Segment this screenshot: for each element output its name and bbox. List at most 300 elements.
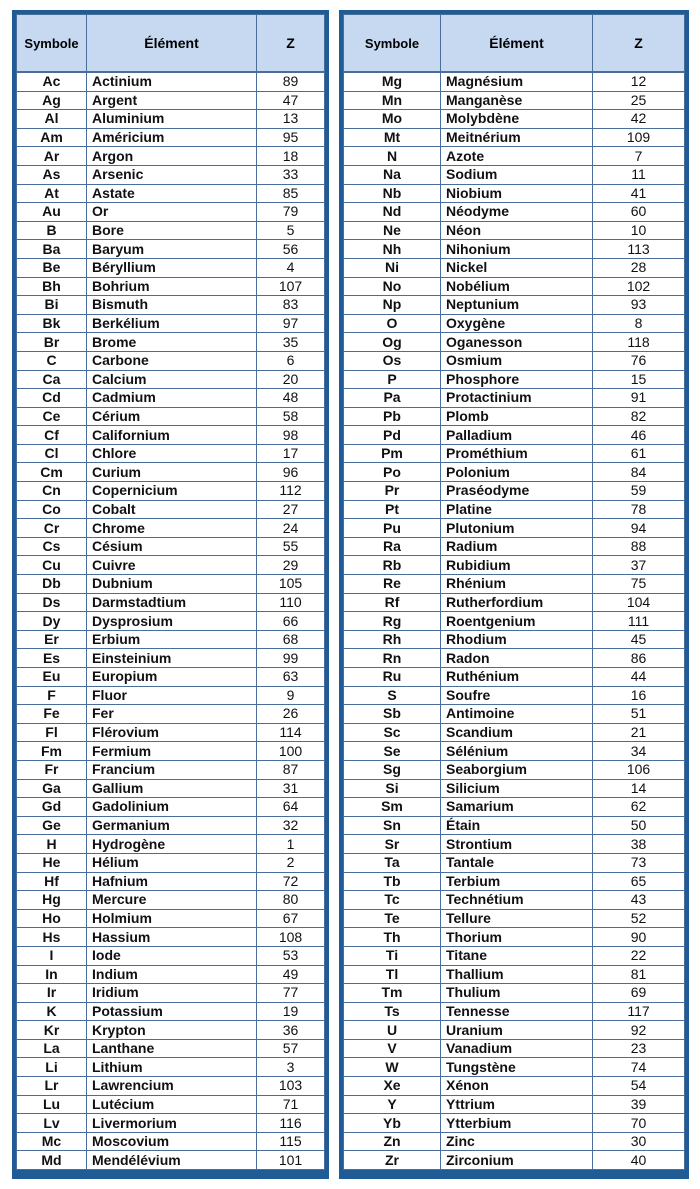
table-row [344,853,685,872]
element-symbol: Cd [17,389,87,408]
element-symbol: Po [344,463,441,482]
element-symbol: Db [17,575,87,594]
table-row [344,723,685,742]
table-row [17,686,325,705]
table-row [17,984,325,1003]
atomic-number: 48 [257,389,325,408]
atomic-number: 15 [593,370,685,389]
table-row [344,147,685,166]
element-symbol: Tl [344,965,441,984]
atomic-number: 41 [593,184,685,203]
element-symbol: Ba [17,240,87,259]
element-name: Antimoine [441,705,593,724]
atomic-number: 103 [257,1077,325,1096]
element-symbol: Co [17,500,87,519]
atomic-number: 74 [593,1058,685,1077]
atomic-number: 43 [593,891,685,910]
table-row [344,630,685,649]
element-symbol: Ds [17,593,87,612]
element-name: Or [87,203,257,222]
table-row [17,1058,325,1077]
table-row [17,1077,325,1096]
element-name: Flérovium [87,723,257,742]
element-symbol: Cr [17,519,87,538]
table-row [17,277,325,296]
element-symbol: Tm [344,984,441,1003]
atomic-number: 34 [593,742,685,761]
element-symbol: Sn [344,816,441,835]
atomic-number: 90 [593,928,685,947]
element-name: Roentgenium [441,612,593,631]
element-symbol: Os [344,351,441,370]
element-name: Magnésium [441,72,593,91]
atomic-number: 49 [257,965,325,984]
element-symbol: Fr [17,760,87,779]
element-name: Darmstadtium [87,593,257,612]
element-name: Terbium [441,872,593,891]
table-row [17,798,325,817]
table-row [344,798,685,817]
element-symbol: Cu [17,556,87,575]
atomic-number: 57 [257,1039,325,1058]
element-symbol: Sm [344,798,441,817]
atomic-number: 51 [593,705,685,724]
table-row [344,779,685,798]
element-name: Béryllium [87,258,257,277]
element-symbol: H [17,835,87,854]
table-row [17,1114,325,1133]
table-row [17,835,325,854]
element-symbol: Rf [344,593,441,612]
z-header: Z [257,15,325,73]
element-symbol: No [344,277,441,296]
table-row [17,705,325,724]
atomic-number: 11 [593,165,685,184]
table-row [17,779,325,798]
atomic-number: 56 [257,240,325,259]
atomic-number: 21 [593,723,685,742]
element-symbol: Md [17,1151,87,1170]
table-row [344,984,685,1003]
atomic-number: 99 [257,649,325,668]
atomic-number: 81 [593,965,685,984]
element-symbol: Si [344,779,441,798]
header-row [17,15,325,73]
table-row [17,723,325,742]
element-symbol: O [344,314,441,333]
element-name: Thallium [441,965,593,984]
table-row [344,519,685,538]
element-name: Fluor [87,686,257,705]
table-row [344,203,685,222]
element-symbol: Dy [17,612,87,631]
element-name: Praséodyme [441,482,593,501]
element-symbol: Nb [344,184,441,203]
elements-table-left [16,14,325,1170]
atomic-number: 24 [257,519,325,538]
element-symbol: Ni [344,258,441,277]
element-symbol: Cs [17,537,87,556]
element-symbol: I [17,946,87,965]
atomic-number: 73 [593,853,685,872]
element-symbol: Li [17,1058,87,1077]
element-name: Cuivre [87,556,257,575]
element-symbol: Mc [17,1132,87,1151]
atomic-number: 100 [257,742,325,761]
table-row [17,426,325,445]
atomic-number: 113 [593,240,685,259]
atomic-number: 98 [257,426,325,445]
element-name: Thorium [441,928,593,947]
element-symbol: Ar [17,147,87,166]
element-name: Bore [87,221,257,240]
element-symbol: Xe [344,1077,441,1096]
atomic-number: 96 [257,463,325,482]
header-row [344,15,685,73]
element-name: Iode [87,946,257,965]
element-name: Technétium [441,891,593,910]
element-name: Moscovium [87,1132,257,1151]
element-symbol: Bh [17,277,87,296]
atomic-number: 72 [257,872,325,891]
element-symbol: Nh [344,240,441,259]
element-name: Cobalt [87,500,257,519]
element-name: Titane [441,946,593,965]
atomic-number: 29 [257,556,325,575]
table-row [17,928,325,947]
element-symbol: C [17,351,87,370]
table-row [17,314,325,333]
table-row [344,482,685,501]
table-row [17,872,325,891]
atomic-number: 28 [593,258,685,277]
element-name: Hélium [87,853,257,872]
atomic-number: 38 [593,835,685,854]
atomic-number: 46 [593,426,685,445]
left-table-panel [12,10,329,1179]
element-name: Arsenic [87,165,257,184]
element-name: Tantale [441,853,593,872]
table-row [344,742,685,761]
element-name: Hassium [87,928,257,947]
atomic-number: 27 [257,500,325,519]
element-name: Lutécium [87,1095,257,1114]
element-name: Chrome [87,519,257,538]
element-symbol: Og [344,333,441,352]
atomic-number: 97 [257,314,325,333]
element-symbol: Ag [17,91,87,110]
element-name: Plutonium [441,519,593,538]
element-name: Californium [87,426,257,445]
element-name: Calcium [87,370,257,389]
element-name: Iridium [87,984,257,1003]
table-row [344,649,685,668]
element-name: Curium [87,463,257,482]
atomic-number: 71 [257,1095,325,1114]
element-name: Mercure [87,891,257,910]
atomic-number: 114 [257,723,325,742]
table-row [17,1039,325,1058]
element-name: Meitnérium [441,128,593,147]
atomic-number: 52 [593,909,685,928]
element-symbol: N [344,147,441,166]
element-symbol: Ti [344,946,441,965]
atomic-number: 54 [593,1077,685,1096]
table-row [17,519,325,538]
atomic-number: 61 [593,444,685,463]
element-name: Césium [87,537,257,556]
element-name: Fermium [87,742,257,761]
atomic-number: 9 [257,686,325,705]
table-row [17,500,325,519]
element-name: Rhodium [441,630,593,649]
atomic-number: 83 [257,296,325,315]
table-row [17,147,325,166]
element-symbol: In [17,965,87,984]
table-row [17,482,325,501]
table-row [344,556,685,575]
element-name: Astate [87,184,257,203]
element-name: Erbium [87,630,257,649]
atomic-number: 88 [593,537,685,556]
table-row [344,1021,685,1040]
atomic-number: 91 [593,389,685,408]
atomic-number: 2 [257,853,325,872]
table-row [344,277,685,296]
atomic-number: 55 [257,537,325,556]
atomic-number: 14 [593,779,685,798]
element-name: Cadmium [87,389,257,408]
atomic-number: 78 [593,500,685,519]
table-row [344,946,685,965]
element-name: Polonium [441,463,593,482]
atomic-number: 116 [257,1114,325,1133]
table-row [344,72,685,91]
element-symbol: Bk [17,314,87,333]
element-name: Aluminium [87,110,257,129]
element-name: Lithium [87,1058,257,1077]
atomic-number: 95 [257,128,325,147]
element-name: Krypton [87,1021,257,1040]
table-row [344,668,685,687]
element-symbol: Ge [17,816,87,835]
table-row [344,872,685,891]
element-symbol: S [344,686,441,705]
element-name: Tungstène [441,1058,593,1077]
element-symbol: Ra [344,537,441,556]
table-row [17,351,325,370]
atomic-number: 8 [593,314,685,333]
atomic-number: 77 [257,984,325,1003]
element-symbol: Ce [17,407,87,426]
table-row [17,1151,325,1170]
element-symbol: Lr [17,1077,87,1096]
atomic-number: 22 [593,946,685,965]
element-symbol: Pd [344,426,441,445]
table-row [17,593,325,612]
element-symbol: Pu [344,519,441,538]
element-name: Cérium [87,407,257,426]
atomic-number: 12 [593,72,685,91]
element-name: Actinium [87,72,257,91]
table-row [344,1114,685,1133]
table-row [17,110,325,129]
atomic-number: 10 [593,221,685,240]
elements-table-right [343,14,685,1170]
table-row [17,203,325,222]
table-row [344,370,685,389]
table-row [344,1095,685,1114]
table-row [344,91,685,110]
element-name: Radon [441,649,593,668]
atomic-number: 60 [593,203,685,222]
element-name: Copernicium [87,482,257,501]
table-body-right [344,72,685,1170]
atomic-number: 59 [593,482,685,501]
atomic-number: 118 [593,333,685,352]
table-row [344,891,685,910]
atomic-number: 3 [257,1058,325,1077]
element-symbol: K [17,1002,87,1021]
element-name: Lanthane [87,1039,257,1058]
element-symbol: Lv [17,1114,87,1133]
element-symbol: Th [344,928,441,947]
table-row [17,946,325,965]
element-name: Oganesson [441,333,593,352]
element-name: Indium [87,965,257,984]
atomic-number: 82 [593,407,685,426]
element-symbol: Ac [17,72,87,91]
table-row [17,649,325,668]
atomic-number: 40 [593,1151,685,1170]
element-name: Xénon [441,1077,593,1096]
element-symbol: He [17,853,87,872]
element-name: Hafnium [87,872,257,891]
element-symbol: Lu [17,1095,87,1114]
table-row [344,1039,685,1058]
element-name: Gallium [87,779,257,798]
atomic-number: 4 [257,258,325,277]
element-symbol: Fl [17,723,87,742]
table-row [344,965,685,984]
table-row [344,463,685,482]
element-symbol: W [344,1058,441,1077]
element-name: Zinc [441,1132,593,1151]
element-name: Nihonium [441,240,593,259]
element-name: Manganèse [441,91,593,110]
atomic-number: 104 [593,593,685,612]
table-row [17,72,325,91]
element-symbol: Na [344,165,441,184]
atomic-number: 50 [593,816,685,835]
element-name: Ruthénium [441,668,593,687]
table-row [344,1058,685,1077]
atomic-number: 7 [593,147,685,166]
element-name: Carbone [87,351,257,370]
table-row [344,165,685,184]
z-header: Z [593,15,685,73]
table-row [17,1095,325,1114]
atomic-number: 16 [593,686,685,705]
atomic-number: 80 [257,891,325,910]
element-symbol: Ir [17,984,87,1003]
table-row [17,909,325,928]
element-symbol: Sr [344,835,441,854]
element-symbol: Zn [344,1132,441,1151]
element-name: Néon [441,221,593,240]
element-name: Oxygène [441,314,593,333]
element-symbol: Zr [344,1151,441,1170]
element-symbol: Ho [17,909,87,928]
element-symbol: Rg [344,612,441,631]
atomic-number: 92 [593,1021,685,1040]
element-symbol: Tb [344,872,441,891]
atomic-number: 19 [257,1002,325,1021]
element-name: Argon [87,147,257,166]
table-row [344,705,685,724]
atomic-number: 105 [257,575,325,594]
atomic-number: 44 [593,668,685,687]
element-header: Élément [87,15,257,73]
element-name: Gadolinium [87,798,257,817]
table-row [17,575,325,594]
table-row [17,258,325,277]
element-name: Niobium [441,184,593,203]
element-name: Fer [87,705,257,724]
table-row [344,407,685,426]
element-name: Rubidium [441,556,593,575]
element-symbol: Np [344,296,441,315]
atomic-number: 5 [257,221,325,240]
element-name: Rhénium [441,575,593,594]
element-symbol: Er [17,630,87,649]
table-row [344,612,685,631]
table-row [344,333,685,352]
table-row [344,1151,685,1170]
element-symbol: Hg [17,891,87,910]
element-name: Tellure [441,909,593,928]
element-name: Neptunium [441,296,593,315]
atomic-number: 89 [257,72,325,91]
table-row [344,1132,685,1151]
table-row [344,760,685,779]
table-row [17,816,325,835]
table-row [17,760,325,779]
table-row [344,296,685,315]
atomic-number: 37 [593,556,685,575]
atomic-number: 85 [257,184,325,203]
table-row [17,668,325,687]
table-row [17,296,325,315]
table-row [17,965,325,984]
element-name: Platine [441,500,593,519]
table-row [344,575,685,594]
atomic-number: 13 [257,110,325,129]
atomic-number: 30 [593,1132,685,1151]
table-row [17,853,325,872]
element-name: Dysprosium [87,612,257,631]
element-symbol: Rn [344,649,441,668]
element-symbol: Cn [17,482,87,501]
atomic-number: 76 [593,351,685,370]
table-row [17,444,325,463]
element-name: Prométhium [441,444,593,463]
table-row [17,556,325,575]
element-name: Molybdène [441,110,593,129]
element-symbol: Pm [344,444,441,463]
atomic-number: 87 [257,760,325,779]
atomic-number: 106 [593,760,685,779]
